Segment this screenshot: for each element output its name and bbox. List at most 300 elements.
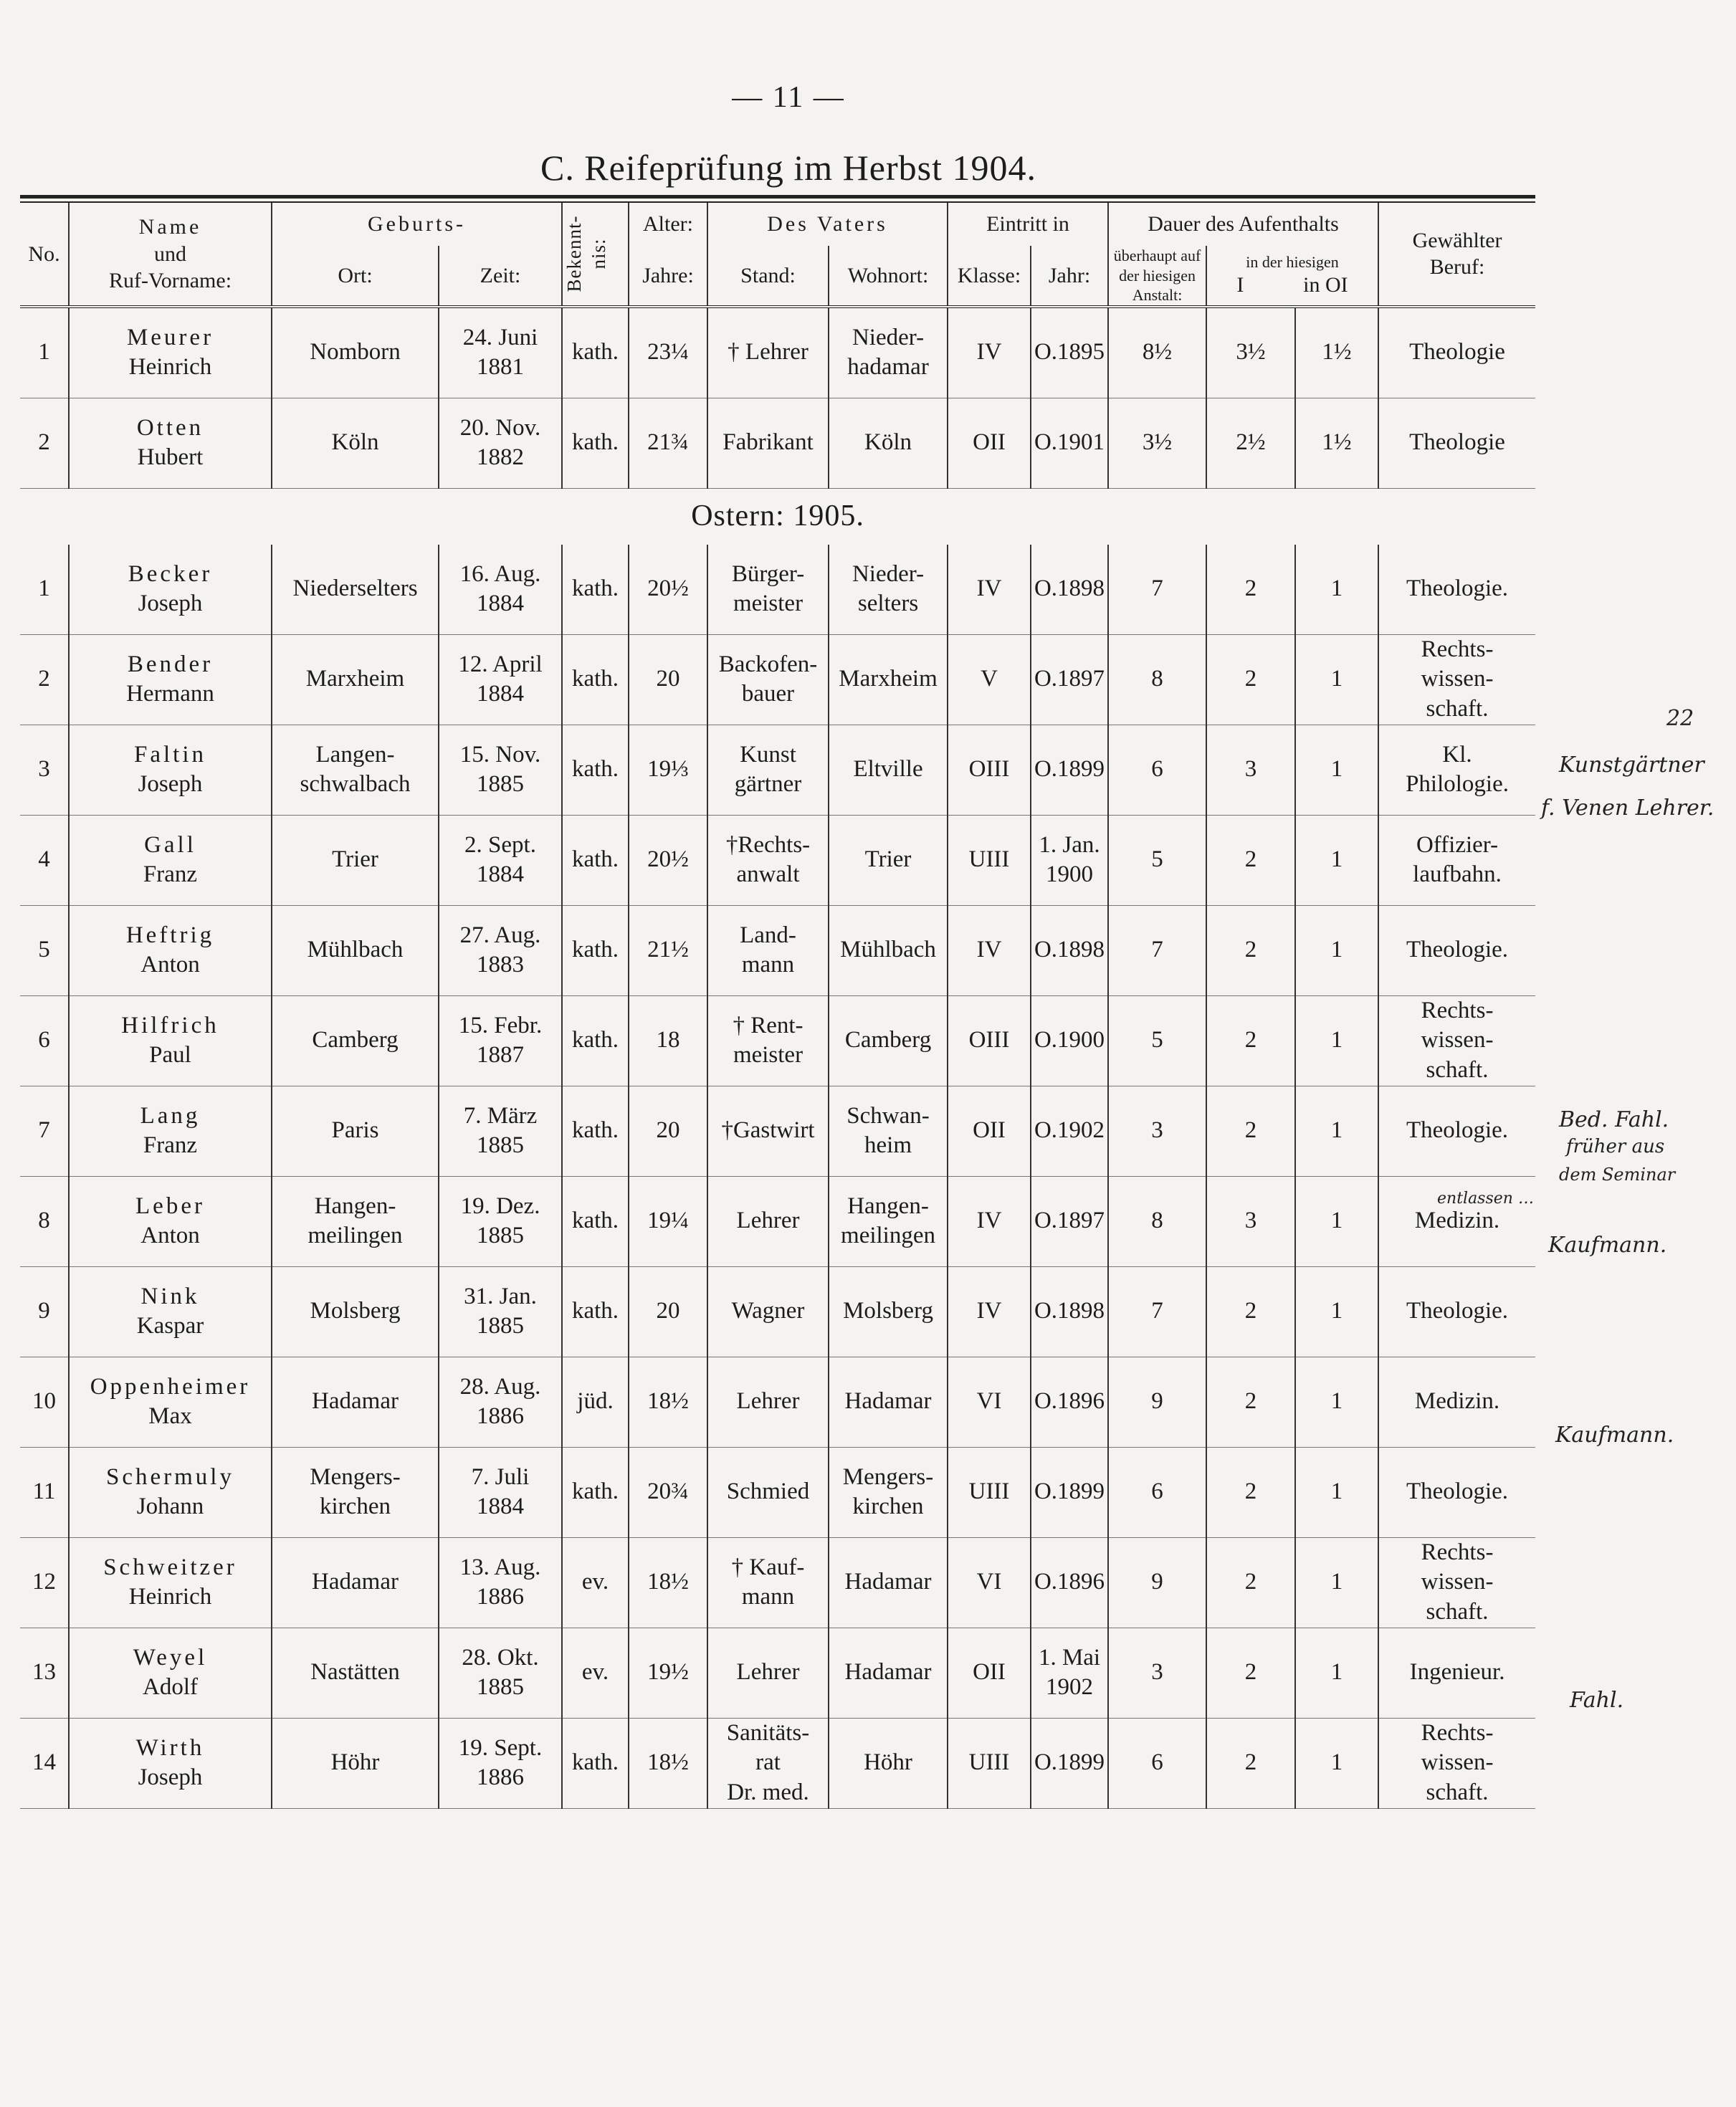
- cell-entry-year: [1031, 307, 1108, 398]
- cell-stay-i: [1206, 1718, 1295, 1808]
- header-alter: Alter:: [629, 203, 707, 246]
- cell-father-occupation: [707, 1086, 829, 1176]
- cell-career: [1378, 1357, 1535, 1447]
- header-ueberhaupt: überhaupt auf der hiesigen Anstalt:: [1108, 246, 1206, 307]
- section-title-ostern: Ostern: 1905.: [691, 500, 864, 533]
- cell-stay-i: [1206, 398, 1295, 488]
- row-number: 7: [38, 1117, 50, 1144]
- cell-age: [629, 545, 707, 635]
- entry-class: OIII: [968, 756, 1010, 783]
- cell-entry-class: [948, 545, 1031, 635]
- cell-birth-place: [272, 1086, 439, 1176]
- birth-date: 7. Juli: [471, 1463, 530, 1490]
- header-vater: Des Vaters: [707, 203, 948, 246]
- cell-career: [1378, 1266, 1535, 1357]
- cell-birth-date: [439, 1176, 562, 1266]
- entry-year: O.1898: [1034, 1298, 1105, 1324]
- row-number: 9: [38, 1298, 50, 1324]
- cell-stay-i: [1206, 1176, 1295, 1266]
- table-top-rule: [20, 195, 1535, 199]
- cell-confession: [562, 815, 629, 905]
- stay-class-oi: 1: [1330, 1388, 1343, 1415]
- father-occupation-cont: mann: [741, 952, 795, 978]
- career: Theologie.: [1406, 1478, 1509, 1505]
- birth-date: 19. Dez.: [460, 1193, 540, 1219]
- father-residence: Molsberg: [843, 1298, 933, 1324]
- confession: kath.: [571, 429, 619, 456]
- cell-no: [20, 1086, 69, 1176]
- age: 19⅓: [647, 756, 689, 783]
- birth-year: 1885: [477, 1674, 524, 1700]
- confession: kath.: [571, 339, 619, 366]
- cell-father-occupation: [707, 545, 829, 635]
- birth-date: 16. Aug.: [459, 560, 541, 587]
- cell-father-residence: [829, 307, 948, 398]
- confession: kath.: [571, 846, 619, 873]
- row-number: 8: [38, 1208, 50, 1234]
- surname: Wirth: [135, 1734, 205, 1761]
- career: Theologie.: [1406, 1298, 1509, 1324]
- age: 20: [656, 1298, 680, 1324]
- cell-birth-date: [439, 545, 562, 635]
- father-occupation: Kunst: [740, 741, 796, 768]
- birth-year: 1886: [477, 1764, 524, 1790]
- cell-name: [69, 905, 272, 995]
- entry-class: VI: [976, 1388, 1002, 1415]
- entry-class: OII: [973, 429, 1006, 456]
- table-row: [20, 1537, 1535, 1628]
- header-beruf-line1: Gewählter: [1412, 228, 1502, 252]
- cell-stay-oi: [1295, 307, 1378, 398]
- cell-stay-total: [1108, 1086, 1206, 1176]
- stay-class-i: 2: [1244, 1569, 1257, 1595]
- birth-year: 1885: [477, 1132, 524, 1158]
- cell-no: [20, 1447, 69, 1537]
- cell-stay-total: [1108, 1266, 1206, 1357]
- cell-father-residence: [829, 1086, 948, 1176]
- cell-entry-year: [1031, 995, 1108, 1086]
- cell-career: [1378, 1718, 1535, 1808]
- cell-father-occupation: [707, 1537, 829, 1628]
- cell-stay-i: [1206, 995, 1295, 1086]
- birth-place: Camberg: [312, 1027, 399, 1054]
- cell-stay-total: [1108, 995, 1206, 1086]
- cell-name: [69, 398, 272, 488]
- stay-class-oi: 1: [1330, 575, 1343, 602]
- cell-stay-total: [1108, 815, 1206, 905]
- header-dauer: Dauer des Aufenthalts: [1108, 203, 1378, 246]
- cell-name: [69, 1266, 272, 1357]
- cell-father-occupation: [707, 1628, 829, 1718]
- father-residence: Eltville: [853, 756, 923, 783]
- cell-stay-i: [1206, 1086, 1295, 1176]
- stay-class-oi: 1: [1330, 756, 1343, 783]
- surname: Oppenheimer: [90, 1373, 251, 1400]
- birth-place: Molsberg: [310, 1298, 401, 1324]
- father-residence: Nieder-: [852, 324, 925, 350]
- stay-class-oi: 1: [1330, 846, 1343, 873]
- cell-entry-class: [948, 1357, 1031, 1447]
- cell-age: [629, 1357, 707, 1447]
- cell-father-occupation: [707, 905, 829, 995]
- career: Theologie.: [1406, 1117, 1509, 1144]
- cell-no: [20, 1176, 69, 1266]
- father-occupation: Backofen-: [718, 651, 818, 677]
- stay-total: 3: [1151, 1117, 1163, 1144]
- stay-class-oi: 1: [1330, 1027, 1343, 1054]
- birth-year: 1884: [477, 861, 524, 887]
- cell-no: [20, 1718, 69, 1808]
- career-cont2: schaft.: [1426, 695, 1489, 722]
- cell-stay-oi: [1295, 1086, 1378, 1176]
- cell-stay-i: [1206, 545, 1295, 635]
- cell-age: [629, 1176, 707, 1266]
- surname: Schweitzer: [103, 1554, 237, 1580]
- cell-entry-class: [948, 1537, 1031, 1628]
- cell-no: [20, 398, 69, 488]
- row-number: 14: [32, 1749, 56, 1776]
- cell-stay-total: [1108, 545, 1206, 635]
- table-row: [20, 307, 1535, 398]
- cell-birth-place: [272, 725, 439, 815]
- career-cont: wissen-: [1421, 1027, 1494, 1054]
- career: Kl.: [1442, 741, 1472, 768]
- entry-year: O.1902: [1034, 1117, 1105, 1144]
- career: Offizier-: [1416, 831, 1499, 858]
- stay-total: 7: [1151, 575, 1163, 602]
- birth-place: Hadamar: [312, 1388, 399, 1415]
- entry-year: O.1898: [1034, 937, 1105, 963]
- cell-entry-year: [1031, 634, 1108, 725]
- cell-entry-class: [948, 1086, 1031, 1176]
- career: Theologie.: [1406, 575, 1509, 602]
- father-residence: Köln: [864, 429, 912, 456]
- row-number: 2: [38, 666, 50, 692]
- father-occupation: Lehrer: [736, 1208, 800, 1234]
- birth-date: 31. Jan.: [464, 1283, 537, 1309]
- cell-birth-date: [439, 905, 562, 995]
- cell-name: [69, 725, 272, 815]
- cell-stay-total: [1108, 1718, 1206, 1808]
- cell-no: [20, 815, 69, 905]
- cell-confession: [562, 545, 629, 635]
- age: 18: [656, 1027, 680, 1054]
- cell-father-occupation: [707, 1266, 829, 1357]
- cell-father-residence: [829, 725, 948, 815]
- cell-father-residence: [829, 995, 948, 1086]
- table-row: [20, 905, 1535, 995]
- father-occupation-cont: mann: [741, 1584, 795, 1610]
- confession: jüd.: [577, 1388, 614, 1415]
- cell-stay-oi: [1295, 1176, 1378, 1266]
- table-row: [20, 545, 1535, 635]
- cell-age: [629, 725, 707, 815]
- annotation-10: Fahl.: [1570, 1688, 1624, 1713]
- cell-age: [629, 815, 707, 905]
- career: Theologie.: [1406, 937, 1509, 963]
- header-wohnort: Wohnort:: [829, 246, 948, 307]
- cell-father-residence: [829, 1176, 948, 1266]
- cell-no: [20, 634, 69, 725]
- cell-birth-place: [272, 995, 439, 1086]
- cell-career: [1378, 995, 1535, 1086]
- stay-class-i: 2: [1244, 937, 1257, 963]
- cell-birth-date: [439, 1266, 562, 1357]
- entry-class: V: [981, 666, 998, 692]
- father-occupation: Lehrer: [736, 1388, 800, 1415]
- cell-entry-class: [948, 905, 1031, 995]
- stay-class-oi: 1: [1330, 1208, 1343, 1234]
- father-residence: Nieder-: [852, 560, 925, 587]
- surname: Weyel: [133, 1644, 208, 1671]
- cell-age: [629, 905, 707, 995]
- header-ort: Ort:: [272, 246, 439, 307]
- cell-stay-i: [1206, 1266, 1295, 1357]
- cell-stay-oi: [1295, 1628, 1378, 1718]
- cell-father-residence: [829, 1266, 948, 1357]
- father-occupation: † Kauf-: [731, 1554, 805, 1580]
- cell-birth-date: [439, 1357, 562, 1447]
- entry-year: O.1896: [1034, 1388, 1105, 1415]
- cell-entry-year: [1031, 725, 1108, 815]
- table-row: [20, 634, 1535, 725]
- cell-entry-class: [948, 1176, 1031, 1266]
- table-row: [20, 1086, 1535, 1176]
- career: Medizin.: [1414, 1388, 1500, 1415]
- entry-year: O.1897: [1034, 666, 1105, 692]
- cell-entry-class: [948, 1266, 1031, 1357]
- confession: ev.: [581, 1569, 609, 1595]
- row-number: 10: [32, 1388, 56, 1415]
- father-occupation-cont: anwalt: [736, 861, 800, 887]
- cell-confession: [562, 634, 629, 725]
- confession: kath.: [571, 1208, 619, 1234]
- confession: kath.: [571, 1749, 619, 1776]
- career: Rechts-: [1421, 998, 1494, 1024]
- birth-year: 1884: [477, 591, 524, 616]
- first-name: Anton: [140, 952, 200, 978]
- father-residence: Hadamar: [844, 1569, 932, 1595]
- entry-class: OIII: [968, 1027, 1010, 1054]
- entry-class: IV: [976, 1298, 1002, 1324]
- row-number: 13: [32, 1659, 56, 1686]
- cell-birth-place: [272, 545, 439, 635]
- cell-father-residence: [829, 1628, 948, 1718]
- career-cont: laufbahn.: [1413, 861, 1502, 887]
- stay-class-oi: 1½: [1322, 429, 1352, 456]
- birth-year: 1886: [477, 1403, 524, 1429]
- first-name: Franz: [143, 861, 198, 887]
- cell-birth-date: [439, 1537, 562, 1628]
- entry-class: UIII: [968, 1478, 1010, 1505]
- row-number: 4: [38, 846, 50, 873]
- father-residence-cont: hadamar: [847, 354, 929, 380]
- cell-career: [1378, 1447, 1535, 1537]
- annotation-4: Bed. Fahl.: [1559, 1107, 1669, 1132]
- stay-class-oi: 1: [1330, 1298, 1343, 1324]
- surname: Faltin: [133, 741, 206, 768]
- entry-year-cont: 1902: [1046, 1674, 1094, 1700]
- father-occupation: Sanitäts-: [726, 1720, 810, 1747]
- cell-age: [629, 1086, 707, 1176]
- birth-place: Paris: [331, 1117, 379, 1144]
- career: Medizin.: [1414, 1208, 1500, 1234]
- cell-name: [69, 1357, 272, 1447]
- header-klasse: Klasse:: [948, 246, 1031, 307]
- page-title: C. Reifeprüfung im Herbst 1904.: [540, 148, 1036, 188]
- herbst-rows: [20, 307, 1535, 489]
- father-occupation-cont: meister: [733, 1042, 803, 1068]
- father-residence: Schwan-: [846, 1102, 930, 1129]
- cell-father-occupation: [707, 725, 829, 815]
- cell-age: [629, 1447, 707, 1537]
- cell-no: [20, 995, 69, 1086]
- cell-entry-year: [1031, 1718, 1108, 1808]
- first-name: Franz: [143, 1132, 198, 1158]
- cell-entry-year: [1031, 1628, 1108, 1718]
- table-header: [20, 203, 1535, 307]
- cell-confession: [562, 1086, 629, 1176]
- table-row: [20, 725, 1535, 815]
- stay-class-i: 2: [1244, 666, 1257, 692]
- birth-date: 19. Sept.: [458, 1734, 543, 1761]
- cell-confession: [562, 1357, 629, 1447]
- first-name: Max: [148, 1403, 192, 1429]
- birth-place: Nomborn: [310, 339, 401, 366]
- cell-confession: [562, 995, 629, 1086]
- cell-name: [69, 995, 272, 1086]
- cell-career: [1378, 307, 1535, 398]
- cell-confession: [562, 1176, 629, 1266]
- cell-confession: [562, 1718, 629, 1808]
- cell-birth-date: [439, 725, 562, 815]
- birth-place: Marxheim: [305, 666, 405, 692]
- cell-entry-class: [948, 398, 1031, 488]
- surname: Lang: [140, 1102, 201, 1129]
- cell-no: [20, 905, 69, 995]
- cell-father-residence: [829, 1447, 948, 1537]
- stay-total: 9: [1151, 1388, 1163, 1415]
- father-residence-cont: heim: [864, 1132, 912, 1158]
- cell-confession: [562, 1537, 629, 1628]
- cell-stay-oi: [1295, 634, 1378, 725]
- stay-total: 8: [1151, 666, 1163, 692]
- cell-career: [1378, 545, 1535, 635]
- cell-no: [20, 1357, 69, 1447]
- father-occupation: Wagner: [731, 1298, 805, 1324]
- birth-year: 1882: [477, 444, 524, 470]
- stay-class-oi: 1: [1330, 937, 1343, 963]
- birth-year: 1886: [477, 1584, 524, 1610]
- birth-date: 27. Aug.: [459, 922, 541, 948]
- surname: Nink: [140, 1283, 200, 1309]
- row-number: 2: [38, 429, 50, 456]
- cell-stay-total: [1108, 1447, 1206, 1537]
- entry-class: IV: [976, 937, 1002, 963]
- cell-name: [69, 1447, 272, 1537]
- cell-entry-class: [948, 1447, 1031, 1537]
- cell-age: [629, 1718, 707, 1808]
- cell-name: [69, 1176, 272, 1266]
- cell-father-residence: [829, 1718, 948, 1808]
- father-residence: Trier: [864, 846, 912, 873]
- cell-entry-year: [1031, 1537, 1108, 1628]
- cell-no: [20, 1537, 69, 1628]
- surname: Schermuly: [106, 1463, 234, 1490]
- surname: Bender: [127, 651, 214, 677]
- annotation-9: Kaufmann.: [1555, 1423, 1674, 1448]
- age: 21½: [647, 937, 689, 963]
- stay-class-oi: 1½: [1322, 339, 1352, 366]
- table-row: [20, 1266, 1535, 1357]
- stay-total: 6: [1151, 756, 1163, 783]
- father-residence: Hadamar: [844, 1388, 932, 1415]
- cell-confession: [562, 398, 629, 488]
- father-occupation: Schmied: [726, 1478, 810, 1505]
- stay-class-i: 2: [1244, 575, 1257, 602]
- age: 20: [656, 666, 680, 692]
- cell-no: [20, 545, 69, 635]
- birth-place: Nastätten: [310, 1659, 400, 1686]
- cell-career: [1378, 1086, 1535, 1176]
- table-row: [20, 995, 1535, 1086]
- cell-father-residence: [829, 634, 948, 725]
- birth-year: 1885: [477, 1313, 524, 1339]
- birth-date: 2. Sept.: [464, 831, 536, 858]
- header-name-line1: Name: [138, 215, 202, 239]
- entry-year: O.1897: [1034, 1208, 1105, 1234]
- cell-career: [1378, 1628, 1535, 1718]
- cell-father-residence: [829, 815, 948, 905]
- first-name: Adolf: [143, 1674, 198, 1700]
- cell-father-occupation: [707, 995, 829, 1086]
- surname: Leber: [135, 1193, 205, 1219]
- entry-year: O.1895: [1034, 339, 1105, 366]
- birth-place: Hangen- meilingen: [307, 1193, 403, 1248]
- career-cont2: schaft.: [1426, 1779, 1489, 1805]
- birth-year: 1885: [477, 1223, 524, 1248]
- cell-stay-total: [1108, 725, 1206, 815]
- stay-class-i: 3: [1244, 756, 1257, 783]
- birth-place: Langen- schwalbach: [300, 741, 411, 797]
- confession: kath.: [571, 1027, 619, 1054]
- father-occupation: Lehrer: [736, 1659, 800, 1686]
- father-occupation: † Rent-: [733, 1012, 803, 1038]
- father-residence: Mühlbach: [840, 937, 936, 963]
- table-row: [20, 398, 1535, 488]
- career-cont: wissen-: [1421, 666, 1494, 692]
- age: 19¼: [647, 1208, 689, 1234]
- header-in-der-hiesigen: [1206, 246, 1378, 307]
- cell-confession: [562, 1628, 629, 1718]
- results-table: [20, 203, 1535, 1809]
- cell-birth-date: [439, 1628, 562, 1718]
- cell-name: [69, 1718, 272, 1808]
- cell-age: [629, 1537, 707, 1628]
- table-row: [20, 1176, 1535, 1266]
- birth-date: 28. Okt.: [462, 1644, 539, 1671]
- cell-stay-total: [1108, 398, 1206, 488]
- header-jahr: Jahr:: [1031, 246, 1108, 307]
- father-residence: Camberg: [844, 1027, 932, 1054]
- age: 23¼: [647, 339, 689, 366]
- cell-career: [1378, 634, 1535, 725]
- birth-year: 1885: [477, 771, 524, 797]
- entry-class: VI: [976, 1569, 1002, 1595]
- entry-year: O.1896: [1034, 1569, 1105, 1595]
- birth-year: 1884: [477, 1494, 524, 1519]
- career-cont2: schaft.: [1426, 1056, 1489, 1083]
